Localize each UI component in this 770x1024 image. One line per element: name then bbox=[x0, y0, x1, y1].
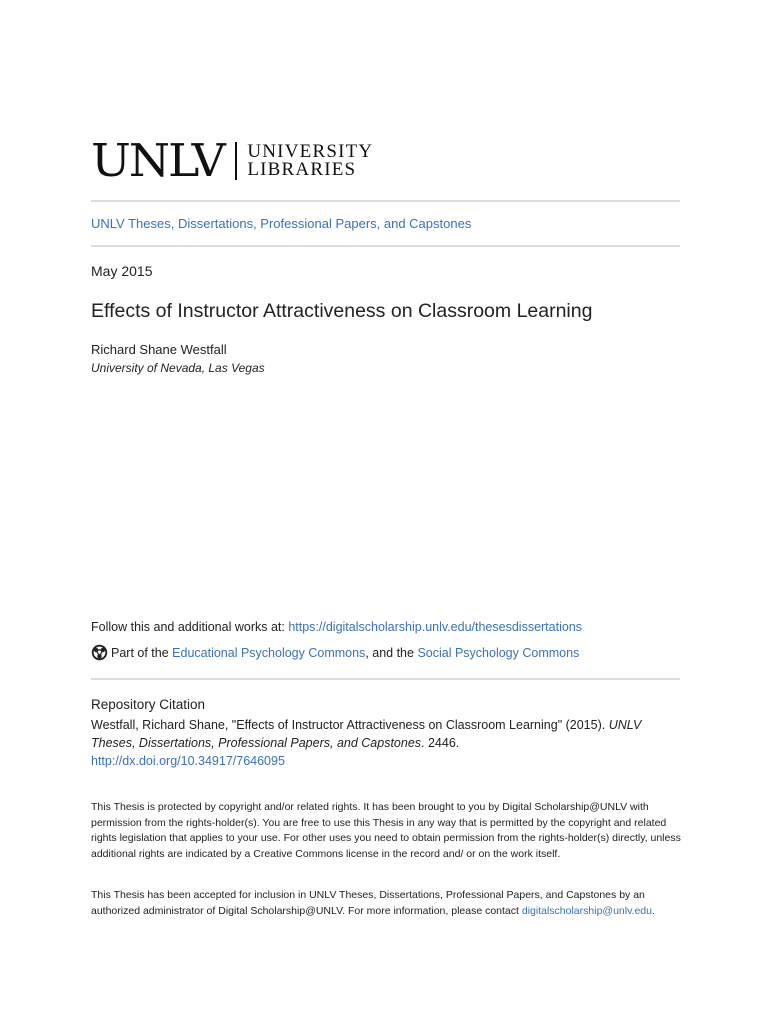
author-institution: University of Nevada, Las Vegas bbox=[91, 361, 265, 375]
acceptance-end: . bbox=[651, 904, 655, 917]
logo-wordmark bbox=[247, 143, 373, 179]
logo-line-university: UNIVERSITY bbox=[247, 141, 374, 162]
divider-citation bbox=[91, 678, 680, 680]
part-of-prefix: Part of the bbox=[111, 645, 173, 660]
logo-mark: UNLV bbox=[91, 134, 224, 187]
educational-psychology-commons-link[interactable]: Educational Psychology Commons bbox=[172, 645, 366, 660]
follow-line bbox=[91, 620, 582, 634]
part-of-line bbox=[91, 644, 579, 661]
collection-url-link[interactable]: https://digitalscholarship.unlv.edu/thesesdissertations bbox=[288, 620, 583, 634]
copyright-notice: This Thesis is protected by copyright and/or related rights. It has been brought to you by Digital Scholarship@UNLV with permission from the rights-holder(s). You are free to use this Thesis in any way that is permitted by the copyright and related rights legislation that applies to your use. For other uses you need to obtain permission from the rights-holder(s) directly, unless additional rights are indicated by a Creative Commons license in the record and/ or on the work itself. bbox=[91, 801, 681, 860]
acceptance-notice bbox=[91, 888, 681, 919]
social-psychology-commons-link[interactable]: Social Psychology Commons bbox=[417, 645, 580, 660]
repository-citation-text bbox=[91, 716, 651, 770]
logo-divider bbox=[235, 142, 237, 180]
document-title: Effects of Instructor Attractiveness on Classroom Learning bbox=[91, 300, 593, 322]
citation-number: . 2446. bbox=[421, 736, 460, 750]
network-commons-icon bbox=[91, 644, 108, 661]
doi-link[interactable]: http://dx.doi.org/10.34917/7646095 bbox=[91, 754, 285, 768]
divider-top bbox=[91, 200, 680, 202]
citation-text: Westfall, Richard Shane, "Effects of Instructor Attractiveness on Classroom Learning" (2015). bbox=[91, 718, 609, 732]
author-name: Richard Shane Westfall bbox=[91, 342, 227, 357]
acceptance-text: This Thesis has been accepted for inclusion in UNLV Theses, Dissertations, Professional Papers, and Capstones by an authorized administrator of Digital Scholarship@UNLV. For more information, please contact bbox=[91, 889, 645, 917]
series-link[interactable]: UNLV Theses, Dissertations, Professional Papers, and Capstones bbox=[91, 216, 472, 231]
unlv-libraries-logo bbox=[91, 134, 374, 187]
divider-series bbox=[91, 245, 680, 247]
publication-date: May 2015 bbox=[91, 263, 153, 279]
contact-email-link[interactable]: digitalscholarship@unlv.edu bbox=[521, 904, 652, 917]
citation-series: UNLV Theses, Dissertations, Professional Papers, and Capstones bbox=[91, 718, 642, 750]
follow-label: Follow this and additional works at: bbox=[91, 620, 289, 634]
repository-citation-heading: Repository Citation bbox=[91, 697, 206, 712]
logo-line-libraries: LIBRARIES bbox=[247, 159, 357, 180]
part-of-middle: , and the bbox=[365, 645, 418, 660]
